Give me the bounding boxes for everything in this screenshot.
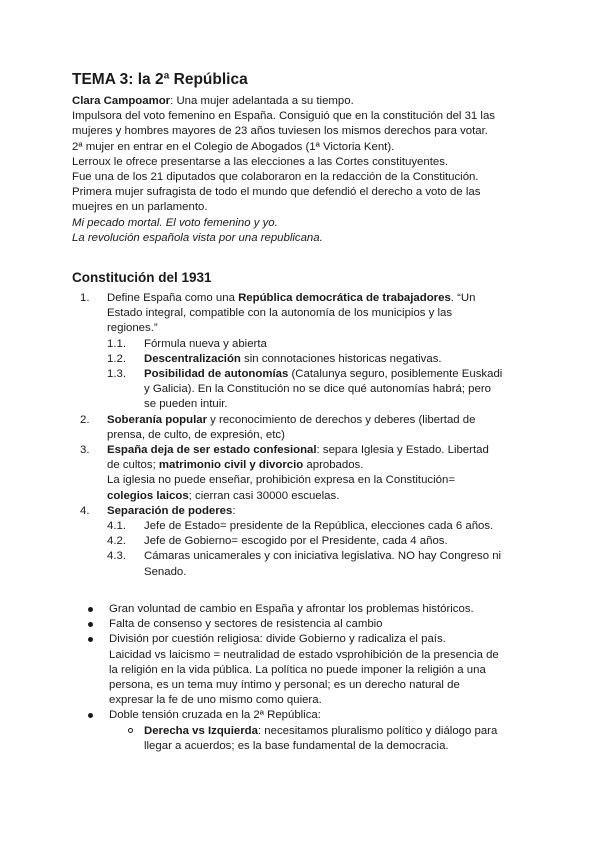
text: Estado integral, compatible con la autonomía de los municipios y las: [107, 307, 453, 320]
sub-list-item: [72, 549, 532, 579]
list-number: 2.: [80, 413, 90, 426]
document-page: [72, 70, 532, 754]
text: (Catalunya seguro, posiblemente Euskadi: [288, 368, 503, 381]
sub-list-number: 4.1.: [107, 520, 126, 533]
intro-name: Clara Campoamor: [72, 95, 171, 107]
text: División por cuestión religiosa: divide Gobierno y radicaliza el país.: [109, 633, 446, 646]
text: . “Un: [450, 292, 476, 305]
sub-list-item: [72, 534, 532, 549]
intro-tagline: : Una mujer adelantada a su tiempo.: [170, 95, 354, 107]
text: Fórmula nueva y abierta: [144, 337, 267, 350]
list-number: 1.: [80, 292, 90, 305]
sub-bullet-item: [72, 724, 532, 754]
bold-text: Descentralización: [144, 352, 241, 365]
bullet-icon: [88, 622, 93, 627]
intro-heading: [72, 94, 532, 109]
sub-list-item: [72, 519, 532, 534]
text: :: [232, 504, 236, 517]
sub-list-item: [72, 337, 532, 352]
title-prefix: TEMA 3:: [72, 71, 134, 88]
bullet-icon: [88, 637, 93, 642]
text: : necesitamos pluralismo político y diálogo para: [257, 724, 498, 737]
bold-text: colegios laicos: [107, 489, 189, 502]
bullet-item: [72, 708, 532, 723]
text: la religión en la vida pública. La política no puede imponer la religión a una: [109, 663, 486, 676]
sub-list-number: 1.1.: [107, 337, 126, 350]
bold-text: Posibilidad de autonomías: [144, 368, 289, 381]
text: Define España como una: [107, 292, 239, 305]
text: y reconocimiento de derechos y deberes (libertad de: [207, 413, 476, 426]
list-number: 3.: [80, 444, 90, 457]
bold-text: Separación de poderes: [107, 504, 233, 517]
list-item: [72, 443, 532, 504]
text: regiones.”: [107, 322, 158, 335]
text: sin connotaciones historicas negativas.: [240, 352, 442, 365]
text: llegar a acuerdos; es la base fundamental de la democracia.: [144, 739, 449, 752]
text: Jefe de Gobierno= escogido por el Presidente, cada 4 años.: [144, 535, 448, 548]
intro-line: muejres en un parlamento.: [72, 201, 208, 214]
bullet-item: [72, 617, 532, 632]
bold-text: España deja de ser estado confesional: [107, 444, 317, 457]
section-heading: Constitución del 1931: [72, 270, 212, 286]
intro-line: Lerroux le ofrece presentarse a las elecciones a las Cortes constituyentes.: [72, 155, 449, 168]
intro-line: Impulsora del voto femenino en España. Consiguió que en la constitución del 31 las: [72, 110, 495, 123]
text: Gran voluntad de cambio en España y afrontar los problemas históricos.: [109, 602, 474, 615]
bold-text: Derecha vs Izquierda: [144, 724, 258, 737]
text: persona, es un tema muy íntimo y personal; es un derecho natural de: [109, 678, 460, 691]
text: Senado.: [144, 565, 187, 578]
sub-list-item: [72, 352, 532, 367]
sub-list-number: 1.3.: [107, 368, 126, 381]
list-item: [72, 504, 532, 519]
bullet-icon: [88, 607, 93, 612]
list-number: 4.: [80, 504, 90, 517]
bullet-icon: [88, 713, 93, 718]
text: expresar la fe de uno mismo como quiera.: [109, 694, 322, 707]
title-rest: la 2ª República: [137, 71, 248, 88]
text: y Galicia). En la Constitución no se dice qué autonomías habrá; pero: [144, 383, 491, 396]
bullet-item: [72, 602, 532, 617]
page-title: [72, 70, 532, 90]
bullet-list: [72, 602, 532, 754]
bullet-item: [72, 632, 532, 708]
sub-list-number: 4.2.: [107, 535, 126, 548]
text: ; cierran casi 30000 escuelas.: [188, 489, 340, 502]
text: La iglesia no puede enseñar, prohibición expresa en la Constitución=: [107, 474, 455, 487]
text: Laicidad vs laicismo = neutralidad de estado vsprohibición de la presencia de: [109, 648, 499, 661]
bold-text: matrimonio civil y divorcio: [158, 459, 304, 472]
intro-line: mujeres y hombres mayores de 23 años tuviesen los mismos derechos para votar.: [72, 125, 488, 138]
intro-line: Fue una de los 21 diputados que colaboraron en la redacción de la Constitución.: [72, 171, 479, 184]
book-title: Mi pecado mortal. El voto femenino y yo.: [72, 216, 278, 229]
bold-text: República democrática de trabajadores: [238, 292, 451, 305]
bold-text: Soberanía popular: [107, 413, 208, 426]
text: prensa, de culto, de expresión, etc): [107, 428, 285, 441]
text: de cultos;: [107, 459, 159, 472]
list-item: [72, 291, 532, 337]
intro-line: Primera mujer sufragista de todo el mundo que defendió el derecho a voto de las: [72, 186, 481, 199]
text: aprobados.: [303, 459, 364, 472]
sub-list-number: 1.2.: [107, 352, 126, 365]
text: Doble tensión cruzada en la 2ª República:: [109, 709, 321, 722]
sub-list-number: 4.3.: [107, 550, 126, 563]
text: : separa Iglesia y Estado. Libertad: [316, 444, 489, 457]
sub-list-item: [72, 367, 532, 413]
book-title: La revolución española vista por una republicana.: [72, 231, 323, 244]
list-item: [72, 413, 532, 443]
text: se pueden intuir.: [144, 398, 228, 411]
text: Cámaras unicamerales y con iniciativa legislativa. NO hay Congreso ni: [144, 550, 502, 563]
text: Jefe de Estado= presidente de la República, elecciones cada 6 años.: [144, 520, 494, 533]
intro-line: 2ª mujer en entrar en el Colegio de Abogados (1ª Victoria Kent).: [72, 140, 395, 153]
hollow-bullet-icon: [128, 728, 133, 733]
text: Falta de consenso y sectores de resistencia al cambio: [109, 618, 383, 631]
